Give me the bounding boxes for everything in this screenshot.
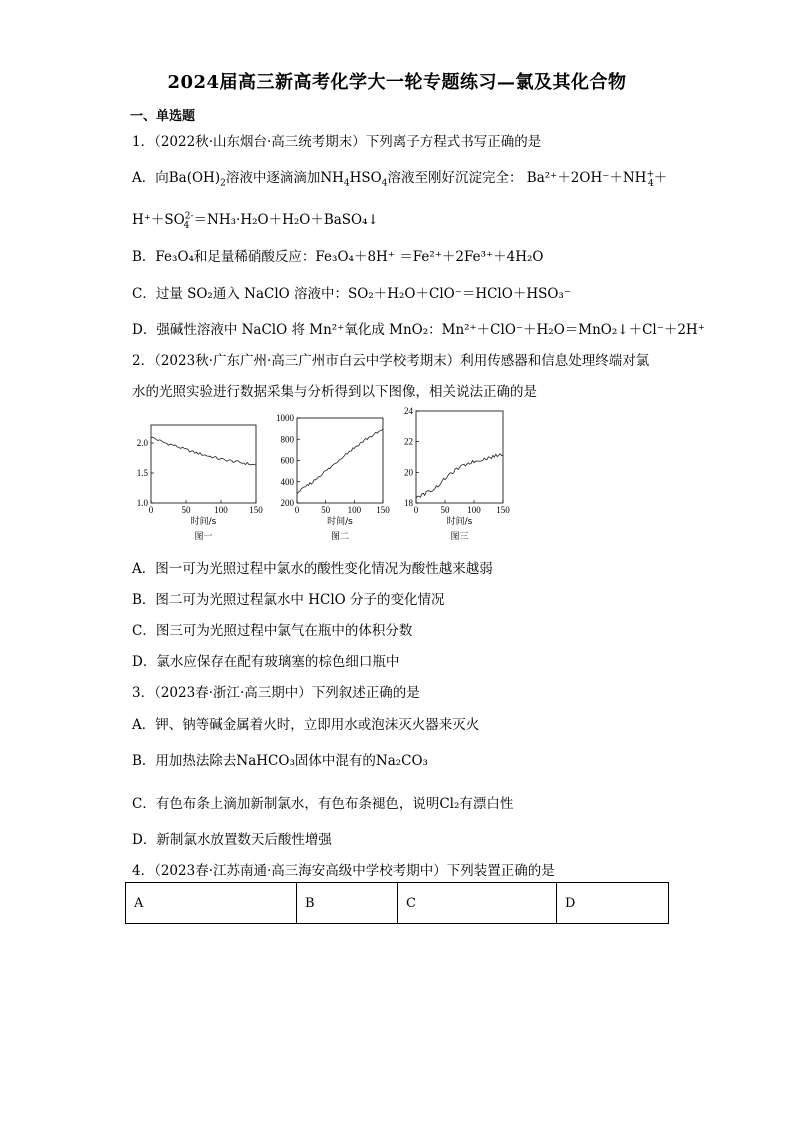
q2-charts-svg bbox=[125, 405, 525, 545]
q1-stem: 1．（2022秋·山东烟台·高三统考期末）下列离子方程式书写正确的是 bbox=[132, 134, 542, 150]
q2-stem-line2: 水的光照实验进行数据采集与分析得到以下图像，相关说法正确的是 bbox=[132, 384, 537, 400]
series-line bbox=[297, 429, 383, 494]
y-tick-label: 2.0 bbox=[136, 438, 148, 448]
x-tick-label: 150 bbox=[496, 505, 510, 515]
x-tick-label: 150 bbox=[249, 505, 263, 515]
chart-2 bbox=[276, 413, 390, 542]
series-line bbox=[151, 437, 256, 465]
q4-cell-a: A bbox=[126, 883, 297, 924]
q1-a-tail: ＋ bbox=[653, 170, 668, 186]
x-tick-label: 50 bbox=[181, 505, 191, 515]
q2-option-b: B．图二可为光照过程氯水中 HClO 分子的变化情况 bbox=[132, 592, 445, 608]
y-tick-label: 200 bbox=[280, 498, 294, 508]
chart-frame bbox=[151, 425, 256, 503]
x-tick-label: 50 bbox=[440, 505, 450, 515]
q1-option-a-line2: $H^++SO^{2-}_4$ ＝NH₃·H₂O＋H₂O＋BaSO₄↓ bbox=[132, 211, 379, 231]
q3-option-b bbox=[132, 749, 428, 769]
q4-options-table bbox=[125, 882, 669, 924]
y-tick-label: 1000 bbox=[276, 413, 294, 423]
q3-b-text2: 固体中混有的 bbox=[294, 753, 376, 769]
y-tick-label: 22 bbox=[404, 436, 413, 447]
table-row bbox=[126, 883, 669, 924]
q1-a-text3: HSO bbox=[349, 170, 382, 186]
q3-c-text1: C．有色布条上滴加新制氯水，有色布条褪色，说明 bbox=[132, 796, 440, 812]
x-tick-label: 100 bbox=[214, 505, 228, 515]
q1-a-line2-text: H⁺＋SO bbox=[132, 212, 185, 228]
chart-3 bbox=[404, 406, 510, 542]
page-title: 2024届高三新高考化学大一轮专题练习—氯及其化合物 bbox=[167, 72, 627, 93]
chart-caption: 图二 bbox=[330, 532, 350, 542]
y-tick-label: 600 bbox=[280, 455, 294, 466]
chart-caption: 图一 bbox=[194, 532, 213, 542]
q4-cell-c: C bbox=[398, 883, 557, 924]
q3-c-text2: 有漂白性 bbox=[459, 796, 514, 812]
y-tick-label: 20 bbox=[404, 467, 413, 478]
x-tick-label: 100 bbox=[347, 505, 362, 515]
q3-c-formula: Cl₂ bbox=[439, 796, 460, 812]
q1-option-b: B．Fe₃O₄和足量稀硝酸反应：Fe₃O₄＋8H⁺ ＝Fe²⁺＋2Fe³⁺＋4H₂O bbox=[132, 249, 544, 265]
q1-a-text4: 溶液至刚好沉淀完全： bbox=[387, 170, 523, 186]
q3-option-a: A．钾、钠等碱金属着火时，立即用水或泡沫灭火器来灭火 bbox=[132, 717, 480, 733]
q3-b-text1: B．用加热法除去 bbox=[132, 753, 237, 769]
chart-caption: 图三 bbox=[450, 532, 469, 542]
q1-option-a-line1: A．向$Ba(OH)_2$溶液中逐滴滴加$NH_4HSO_4$溶液至刚好沉淀完全： $Ba^{2+}+2OH^-+NH^+_4+$ bbox=[132, 169, 668, 189]
x-tick-label: 100 bbox=[467, 505, 481, 515]
x-tick-label: 0 bbox=[413, 505, 419, 515]
q4-cell-b: B bbox=[297, 883, 398, 924]
q1-a-equation: Ba²⁺＋2OH⁻＋NH bbox=[526, 170, 647, 186]
q2-option-d: D．氯水应保存在配有玻璃塞的棕色细口瓶中 bbox=[132, 654, 400, 670]
y-tick-label: 1.0 bbox=[136, 498, 148, 508]
q1-option-d: D．强碱性溶液中 NaClO 将 Mn²⁺氧化成 MnO₂：Mn²⁺＋ClO⁻＋H₂O＝MnO₂↓＋Cl⁻＋2H⁺ bbox=[132, 322, 705, 338]
q3-b-formula1: NaHCO₃ bbox=[236, 753, 295, 769]
q3-option-c bbox=[132, 792, 513, 812]
y-tick-label: 800 bbox=[280, 434, 294, 445]
q3-b-formula2: Na₂CO₃ bbox=[375, 753, 428, 769]
x-axis-label: 时间/s bbox=[327, 517, 353, 527]
x-axis-label: 时间/s bbox=[190, 517, 217, 527]
series-line bbox=[416, 454, 503, 499]
chart-1 bbox=[137, 425, 264, 542]
q4-stem: 4．（2023春·江苏南通·高三海安高级中学校考期中）下列装置正确的是 bbox=[132, 863, 555, 879]
q2-figures bbox=[125, 405, 525, 545]
y-tick-label: 400 bbox=[280, 476, 294, 487]
q4-cell-d: D bbox=[557, 883, 669, 924]
q1-option-c: C．过量 SO₂通入 NaClO 溶液中：SO₂＋H₂O＋ClO⁻＝HClO＋HSO₃⁻ bbox=[132, 286, 571, 302]
x-axis-label: 时间/s bbox=[446, 517, 473, 527]
q3-stem: 3．（2023春·浙江·高三期中）下列叙述正确的是 bbox=[132, 685, 420, 701]
q1-a-line2-tail: ＝NH₃·H₂O＋H₂O＋BaSO₄↓ bbox=[193, 212, 379, 228]
y-tick-label: 1.5 bbox=[136, 468, 148, 478]
x-tick-label: 0 bbox=[294, 505, 300, 515]
x-tick-label: 50 bbox=[321, 505, 331, 515]
q1-a-text1: A．向Ba(OH) bbox=[132, 170, 221, 186]
chart-frame bbox=[297, 418, 383, 503]
q2-option-c: C．图三可为光照过程中氯气在瓶中的体积分数 bbox=[132, 623, 413, 639]
section-heading: 一、单选题 bbox=[130, 109, 196, 124]
q2-stem-line1: 2．（2023秋·广东广州·高三广州市白云中学校考期末）利用传感器和信息处理终端对氯 bbox=[132, 353, 650, 369]
y-tick-label: 18 bbox=[404, 498, 413, 508]
x-tick-label: 0 bbox=[148, 505, 154, 515]
x-tick-label: 150 bbox=[376, 505, 390, 515]
q1-a-text2: 溶液中逐滴滴加NH bbox=[225, 170, 344, 186]
y-tick-label: 24 bbox=[404, 406, 413, 416]
q2-option-a: A．图一可为光照过程中氯水的酸性变化情况为酸性越来越弱 bbox=[132, 561, 493, 577]
q3-option-d: D．新制氯水放置数天后酸性增强 bbox=[132, 832, 332, 848]
